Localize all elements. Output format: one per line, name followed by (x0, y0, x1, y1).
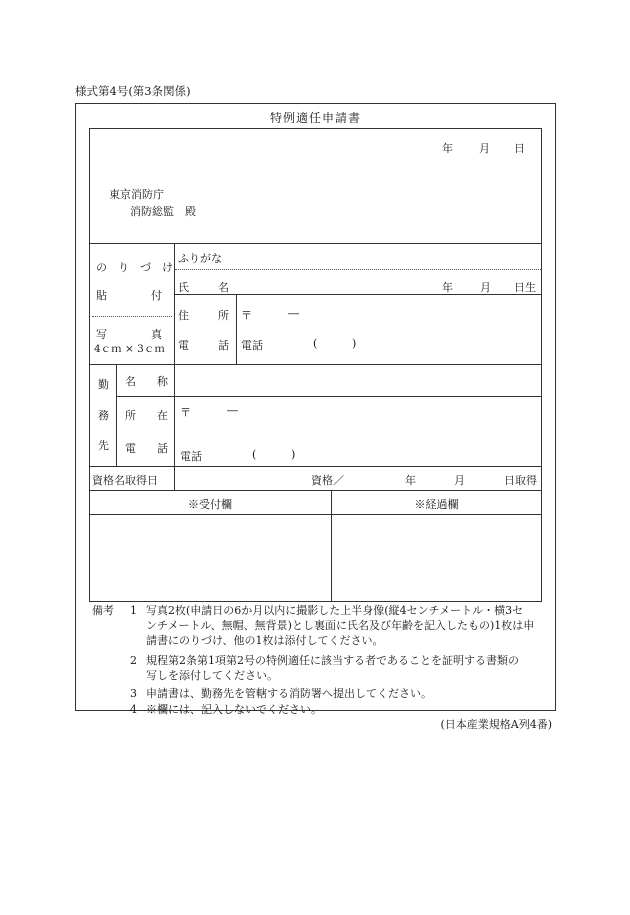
birth-year-label: 年 (442, 281, 453, 294)
photo-size-label: 4ｃｍ × 3ｃｍ (94, 343, 165, 355)
applicant-address-label-1: 住 (178, 309, 189, 322)
note-1-line-3: 請書にのりづけ、他の1枚は添付してください。 (146, 634, 384, 647)
workplace-phone-prefix: 電話 (180, 450, 202, 463)
workplace-postal-mark: 〒 (180, 406, 191, 419)
photo-paste-label: の り づ け (96, 261, 173, 274)
reception-column-label: ※受付欄 (188, 498, 232, 511)
note-3-line-1: 申請書は、勤務先を管轄する消防署へ提出してください。 (146, 687, 432, 700)
addressee-title: 消防総監 殿 (130, 205, 196, 218)
photo-label: 写 真 (96, 328, 162, 341)
jis-footer-label: (日本産業規格A列4番) (440, 718, 552, 731)
note-4-line-1: ※欄には、記入しないでください。 (146, 703, 322, 716)
note-1-line-1: 写真2枚(申請日の6か月以内に撮影した上半身像(縦4センチメートル・横3セ (146, 604, 524, 617)
form-title: 特例適任申請書 (269, 111, 361, 125)
date-day-label: 日 (514, 142, 525, 155)
note-4-number: 4 (130, 703, 137, 716)
workplace-side-label-3: 先 (98, 439, 109, 452)
applicant-address-label-2: 所 (218, 309, 229, 322)
applicant-phone-paren-close: ) (352, 337, 357, 350)
workplace-phone-paren-open: ( (252, 448, 257, 461)
applicant-phone-prefix: 電話 (241, 339, 263, 352)
workplace-name-label-1: 名 (125, 375, 136, 388)
workplace-side-label-2: 務 (98, 409, 109, 422)
applicant-postal-mark: 〒 (241, 309, 252, 322)
workplace-phone-paren-close: ) (291, 448, 296, 461)
notes-heading: 備考 (92, 604, 114, 617)
workplace-phone-label-2: 話 (157, 442, 168, 455)
applicant-phone-paren-open: ( (313, 337, 318, 350)
progress-column-label: ※経過欄 (414, 498, 459, 511)
note-3-number: 3 (130, 687, 137, 700)
qualification-year-label: 年 (405, 474, 416, 487)
workplace-postal-dash: ― (227, 404, 238, 417)
note-2-line-1: 規程第2条第1項第2号の特例適任に該当する者であることを証明する書類の (146, 654, 519, 667)
workplace-name-label-2: 称 (157, 375, 168, 388)
qualification-suffix: 資格／ (311, 474, 344, 487)
workplace-side-label-1: 勤 (98, 378, 109, 391)
furigana-label: ふりがな (178, 252, 222, 265)
workplace-phone-label-1: 電 (125, 442, 136, 455)
note-1-line-2: ンチメートル、無帽、無背景)とし裏面に氏名及び年齢を記入したもの)1枚は申 (146, 619, 535, 632)
applicant-postal-dash: ― (288, 307, 299, 320)
applicant-phone-label-1: 電 (178, 339, 189, 352)
date-year-label: 年 (442, 142, 453, 155)
note-2-number: 2 (130, 654, 137, 667)
date-month-label: 月 (479, 142, 490, 155)
workplace-location-label-1: 所 (125, 409, 136, 422)
birth-month-label: 月 (480, 281, 491, 294)
addressee-org: 東京消防庁 (109, 188, 164, 201)
note-1-number: 1 (130, 604, 137, 617)
applicant-phone-label-2: 話 (218, 339, 229, 352)
birth-day-label: 日生 (514, 281, 536, 294)
qualification-month-label: 月 (454, 474, 465, 487)
applicant-name-label-2: 名 (218, 281, 229, 294)
applicant-name-label-1: 氏 (178, 281, 189, 294)
qualification-day-label: 日取得 (504, 474, 537, 487)
note-2-line-2: 写しを添付してください。 (146, 669, 278, 682)
photo-affix-label: 貼 付 (96, 289, 162, 302)
form-number-label: 様式第4号(第3条関係) (75, 84, 191, 98)
workplace-location-label-2: 在 (157, 409, 168, 422)
qualification-label: 資格名取得日 (92, 474, 158, 487)
